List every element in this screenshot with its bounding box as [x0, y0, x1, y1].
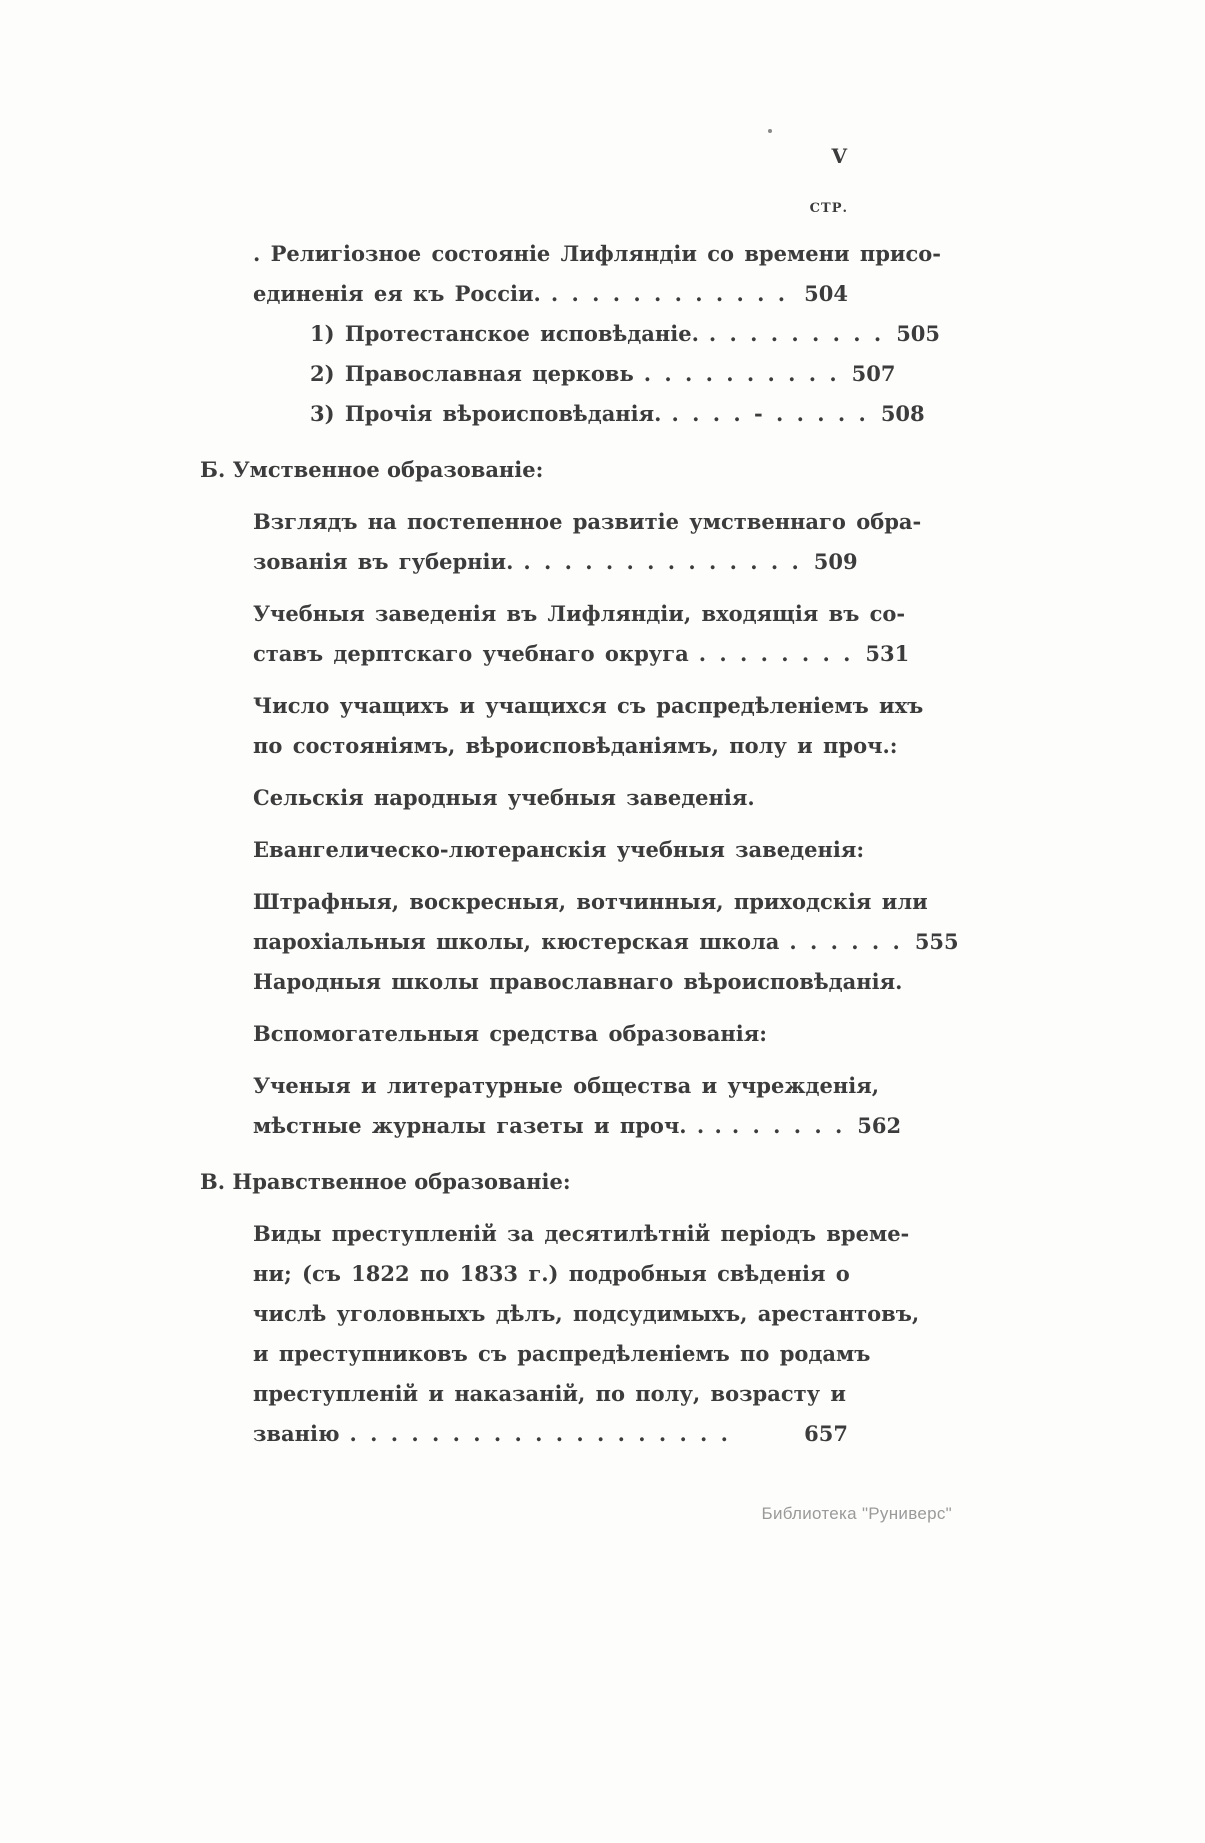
dot-leader: . . . . - . . . . .: [671, 401, 869, 426]
dot-leader: . . . . . . . . . . . . . . . . . . .: [349, 1421, 731, 1446]
page-number: V: [831, 144, 848, 168]
page-ref: 509: [813, 549, 858, 574]
toc-line-text: Учебныя заведенія въ Лифляндіи, входящія въ со-: [253, 601, 906, 626]
toc-line-text: Штрафныя, воскресныя, вотчинныя, приходскія или: [253, 889, 928, 914]
toc-line: [253, 234, 941, 274]
dot-leader: . . . . . . . . . .: [643, 361, 840, 386]
toc-line: [253, 594, 906, 634]
toc-line-text: парохіальныя школы, кюстерская школа: [253, 929, 780, 954]
dot-leader: . . . . . . . . .: [708, 321, 885, 346]
toc-line-text: числѣ уголовныхъ дѣлъ, подсудимыхъ, арестантовъ,: [253, 1301, 920, 1326]
dot-leader: . . . . . .: [789, 929, 903, 954]
toc-line-text: ставъ дерптскаго учебнаго округа: [253, 641, 689, 666]
toc-line: [253, 1014, 848, 1054]
toc-entry: [310, 394, 925, 434]
toc-line-text: Взглядъ на постепенное развитіе умственнаго обра-: [253, 509, 922, 534]
toc-entry: [253, 686, 924, 766]
toc-line-text: Народныя школы православнаго вѣроисповѣданія.: [253, 969, 903, 994]
toc-line-text: по состояніямъ, вѣроисповѣданіямъ, полу и проч.:: [253, 733, 898, 758]
toc-line-text: . Религіозное состояніе Лифляндіи со времени присо-: [253, 241, 941, 266]
page-ref: 657: [804, 1421, 848, 1446]
toc-line-text: 2) Православная церковь: [310, 361, 634, 386]
toc-line-text: Евангелическо-лютеранскія учебныя заведенія:: [253, 837, 865, 862]
toc-entry: [253, 882, 959, 1002]
toc-line: [310, 314, 941, 354]
toc-line: [253, 1214, 910, 1254]
toc-line: [253, 1334, 871, 1374]
library-watermark: Библиотека "Руниверс": [761, 1504, 952, 1523]
toc-line: [310, 394, 925, 434]
toc-section-header: Б. Умственное образованіе:: [200, 457, 544, 482]
toc-line-text: Вспомогательныя средства образованія:: [253, 1021, 767, 1046]
toc-line-text: 3) Прочія вѣроисповѣданія.: [310, 401, 662, 426]
toc-line-text: ни; (съ 1822 по 1833 г.) подробныя свѣденія о: [253, 1261, 850, 1286]
toc-line-text: званію: [253, 1421, 340, 1446]
toc-line: [253, 274, 848, 314]
toc-line-text: единенія ея къ Россіи.: [253, 281, 541, 306]
toc-entry: [253, 1014, 848, 1054]
page-ref: 508: [880, 401, 925, 426]
toc-entry: [253, 1066, 902, 1146]
toc-line-text: 1) Протестанское исповѣданіе.: [310, 321, 699, 346]
toc-line: [253, 1294, 920, 1334]
toc-line: [253, 686, 924, 726]
page-ref: 505: [896, 321, 941, 346]
page-column-header: СТР.: [809, 201, 848, 216]
toc-section-header: В. Нравственное образованіе:: [200, 1169, 571, 1194]
toc-line: [253, 1414, 848, 1454]
toc-entry: [253, 830, 865, 870]
page-ref: 504: [804, 281, 848, 306]
toc-line: [253, 502, 922, 542]
toc-line: [253, 922, 959, 962]
toc-line: [253, 1374, 848, 1414]
toc-line: [253, 726, 898, 766]
dot-leader: . . . . . .: [731, 1113, 846, 1138]
toc-entry: [253, 1214, 920, 1454]
toc-line: [253, 634, 910, 674]
dot-leader: . . . . . . . .: [698, 641, 854, 666]
toc-line: [310, 354, 896, 394]
toc-line: [253, 1106, 902, 1146]
toc-line: [253, 1254, 848, 1294]
toc-entry: [253, 234, 941, 314]
page-ref: 562: [857, 1113, 902, 1138]
toc-line: [253, 962, 903, 1002]
toc-line-text: зованія въ губерніи.: [253, 549, 514, 574]
page-ref: 531: [865, 641, 910, 666]
toc-line: [253, 882, 928, 922]
table-of-contents: [200, 222, 959, 1454]
dot-leader: . . . . . . . . . . . .: [550, 281, 789, 306]
toc-line-text: Число учащихъ и учащихся съ распредѣленіемъ ихъ: [253, 693, 924, 718]
toc-line-text: Сельскія народныя учебныя заведенія.: [253, 785, 755, 810]
toc-line-text: преступленій и наказаній, по полу, возрасту и: [253, 1381, 846, 1406]
toc-line: [253, 778, 848, 818]
toc-line-text: мѣстные журналы газеты и проч. . .: [253, 1113, 722, 1138]
toc-line-text: и преступниковъ съ распредѣленіемъ по родамъ: [253, 1341, 871, 1366]
toc-entry: [310, 354, 896, 394]
scan-speck: [768, 129, 772, 133]
dot-leader: . . . . . . . . . . . . . .: [523, 549, 802, 574]
toc-line: [253, 542, 858, 582]
page-ref: 507: [851, 361, 896, 386]
page-ref: 555: [914, 929, 959, 954]
toc-line: [253, 1066, 880, 1106]
toc-entry: [253, 502, 922, 582]
toc-entry: [253, 778, 848, 818]
toc-entry: [253, 594, 910, 674]
toc-line-text: Виды преступленій за десятилѣтній періодъ време-: [253, 1221, 910, 1246]
toc-line-text: Ученыя и литературные общества и учрежденія,: [253, 1073, 880, 1098]
toc-entry: [310, 314, 941, 354]
toc-line: [253, 830, 865, 870]
